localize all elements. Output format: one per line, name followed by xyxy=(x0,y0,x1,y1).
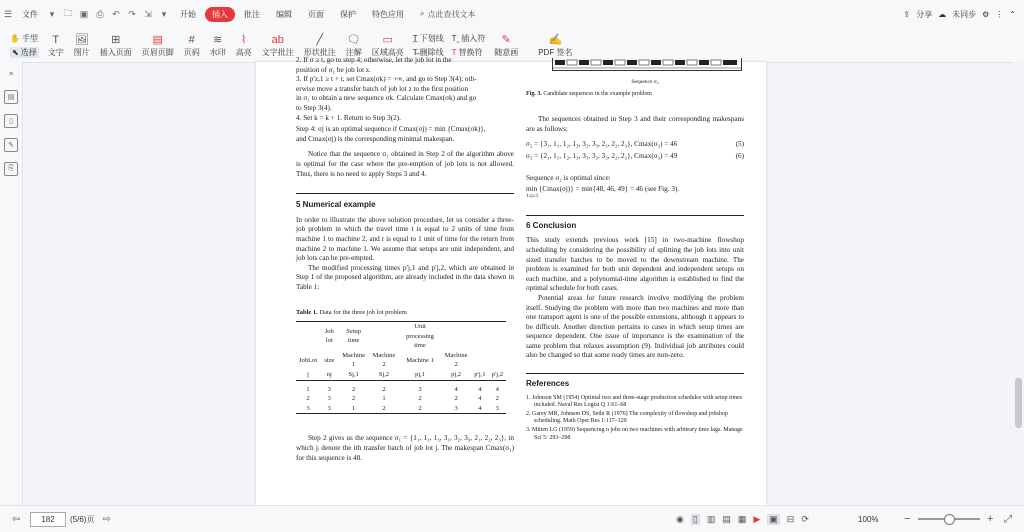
table-header-cell xyxy=(471,351,488,370)
underline-tool[interactable] xyxy=(413,33,444,44)
bookmark-icon[interactable]: ▯ xyxy=(4,114,18,128)
left-column xyxy=(296,56,514,463)
tab-start[interactable]: 开始 xyxy=(180,9,196,19)
select-tool[interactable] xyxy=(10,47,39,58)
shape-comment-button[interactable] xyxy=(299,33,341,58)
equation-number: (5) xyxy=(735,140,744,149)
header-footer-button[interactable] xyxy=(137,33,179,58)
note-icon: 🗨 xyxy=(346,34,361,46)
search-label: 点此查找文本 xyxy=(427,9,476,19)
text-comment-button[interactable] xyxy=(257,33,299,58)
pdf-sign-button[interactable] xyxy=(533,33,577,58)
table-header-cell: p′j,2 xyxy=(489,370,506,380)
shape-comment-label: 形状批注 xyxy=(303,47,336,57)
hand-icon: ✋ xyxy=(10,33,20,43)
insert-page-button[interactable] xyxy=(95,33,137,58)
step-line: 2. If σ ≥ t, go to step 4; otherwise, let the job lot in the xyxy=(296,56,452,64)
pen-icon: ✎ xyxy=(501,34,511,46)
underline-label: 下划线 xyxy=(419,33,444,43)
reference-item: 3. Mitten LG (1959) Sequencing n jobs on two machines with arbitrary time lags. Manage Sci 5: 293–298 xyxy=(526,427,743,441)
continuous-icon[interactable]: ▤ xyxy=(722,513,731,524)
table-header-cell: Unit processing time xyxy=(406,323,434,350)
save-icon[interactable]: ▣ xyxy=(79,8,89,19)
share-icon[interactable]: ⇪ xyxy=(903,9,911,19)
highlight-button[interactable] xyxy=(231,33,257,58)
table-cell: 3 xyxy=(418,385,422,393)
image-icon: 🖼 xyxy=(74,34,89,46)
paragraph: The modified processing times p′j,1 and p′j,2, which are obtained in Step 1 of the proposed algorithm, are already included in the data shown in Table 1: xyxy=(296,263,514,291)
figure-3 xyxy=(526,62,744,78)
toggle-panel-icon[interactable]: ≡ xyxy=(8,70,14,78)
insert-page-icon: ⊞ xyxy=(111,34,121,46)
paragraph: Potential areas for future research involve modifying the problem itself. Studying the problem with more than two machines and more than one transport agent is one of the possible extensions, although it appears to be difficult. Another direction pertains to cases in which setup times are sequence dependent. One issue of importance is the examination of the same problem that relaxes assumption (9). Individual job attributes could also be changed so that some ready times are non-zero. xyxy=(526,293,744,360)
reference-item: 2. Garey MR, Johnson DS, Sethi R (1976) The complexity of flowshop and jobshop scheduling. Math Oper Res 1:117–129 xyxy=(526,410,728,425)
tab-page[interactable]: 页面 xyxy=(308,9,324,19)
text-icon: T xyxy=(52,33,60,46)
table-caption xyxy=(296,308,514,318)
highlight-icon: ⌇ xyxy=(241,34,247,46)
table-cell: 1 xyxy=(382,395,386,403)
annotation-icon[interactable]: ✎ xyxy=(4,138,18,152)
table-cell: 3 xyxy=(306,404,310,412)
section-title: 5 Numerical example xyxy=(296,200,376,210)
paragraph: Notice that the sequence σ₁ obtained in Step 2 of the algorithm above is optimal for the case where the pre-emption of job lots is not allowed. Thus, there is no need to apply Steps 3 and 4. xyxy=(296,150,514,178)
right-column xyxy=(526,62,744,442)
table-header-cell xyxy=(489,351,506,370)
data-table xyxy=(296,322,506,413)
pdf-sign-label: PDF 签名 xyxy=(538,47,573,57)
step-line: position of σ₁ be job lot z. xyxy=(296,65,371,74)
table-header-cell: pj,1 xyxy=(399,370,441,380)
table-cell: 1 xyxy=(306,385,310,393)
paragraph: In order to illustrate the above solution procedure, let us consider a three-job problem in which the travel time t is equal to 2 units of time from machine 1 to machine 2, and r is equal to 1 unit of time for the return from machine 2 to machine 1. We assume that setups are unit independent, and job lots can be pre-empted. xyxy=(296,215,514,263)
right-tools xyxy=(903,0,1016,28)
table-cell: 2 xyxy=(352,395,356,403)
algorithm-steps xyxy=(296,56,514,144)
pdf-page xyxy=(256,56,766,505)
fit-page-icon[interactable]: ▣ xyxy=(769,513,778,524)
table-cell: 2 xyxy=(352,385,356,393)
page-number-button[interactable] xyxy=(179,33,205,58)
thumbnails-icon[interactable]: ▤ xyxy=(4,90,18,104)
tab-edit[interactable]: 编辑 xyxy=(276,9,292,19)
table-header-cell: Setup time xyxy=(346,327,362,345)
table-header-cell: nj xyxy=(320,370,338,380)
table-header-cell: Sj,2 xyxy=(369,370,399,380)
step-line: and Cmax(σj) is the corresponding minimal makespan. xyxy=(296,134,455,143)
settings-icon[interactable]: ⚙ xyxy=(982,9,990,19)
table-caption-label: Table 1. xyxy=(296,309,318,317)
replace-symbol-icon: T xyxy=(451,47,457,57)
table-cell: 2 xyxy=(418,404,422,412)
page-number-label: 页码 xyxy=(183,47,200,57)
table-cell: 2 xyxy=(454,395,458,403)
table-cell: 3 xyxy=(327,395,331,403)
table-cell: 2 xyxy=(382,385,386,393)
equation-number: (6) xyxy=(735,151,744,160)
step-line: in σ₁ to obtain a new sequence σk. Calculate Cmax(σk) and go xyxy=(296,94,477,103)
more-icon[interactable]: ⋮ xyxy=(995,9,1004,19)
figure-axis-label: Sequence σ₂ xyxy=(631,79,659,85)
share-button[interactable]: 分享 xyxy=(916,9,933,19)
note-label: 注解 xyxy=(345,47,362,57)
cursor-tools xyxy=(0,33,43,58)
table-row xyxy=(296,380,506,394)
insert-page-label: 插入页面 xyxy=(99,47,132,57)
paragraph: The sequences obtained in Step 3 and their corresponding makespans are as follows: xyxy=(526,115,744,133)
step-line: 3. If p′z,1 ≥ t + r, set Cmax(σk) = +∞, and go to Step 3(4); oth- xyxy=(296,75,477,84)
table-header-cell: Machine 2 xyxy=(444,351,468,369)
table-header-cell xyxy=(296,322,320,351)
table-header-row xyxy=(296,351,506,370)
zoom-out-icon[interactable]: − xyxy=(904,513,911,525)
freehand-button[interactable] xyxy=(489,33,523,58)
text-comment-label: 文字批注 xyxy=(261,47,294,57)
figure-caption xyxy=(526,90,744,100)
paragraph: Sequence σ₂ is optimal since: xyxy=(526,173,611,182)
table-header-cell: j xyxy=(296,370,320,380)
double-page-icon[interactable]: ▥ xyxy=(706,513,716,524)
hand-tool[interactable] xyxy=(10,33,39,44)
table-header-cell: p′j,1 xyxy=(471,370,488,380)
strikeout-label: 删除线 xyxy=(419,47,444,57)
paragraph: Step 2 gives us the sequence σ₁ = {1₁, 1₂, 1₃, 3₁, 3₂, 3₃, 2₁, 2₂, 2₃}, in which jᵢ denote the ith transfer batch of job lot j. The makespan Cmax(σ₁) for this sequence is 48. xyxy=(296,434,514,462)
gantt-bars xyxy=(553,58,741,70)
chevron-down-icon[interactable]: ▾ xyxy=(49,8,55,19)
equation-6 xyxy=(526,152,744,162)
step-line: Step 4: σj is an optimal sequence if Cmax(σj) = min {Cmax(σk)}, xyxy=(296,125,486,134)
single-page-icon[interactable]: ▯ xyxy=(692,513,698,524)
min-equation: min {Cmax(σj)} = min{48, 46, 49} = 46 (see Fig. 3). xyxy=(526,185,680,194)
table-rule xyxy=(296,413,506,414)
watermark-label: 水印 xyxy=(209,47,226,57)
table-cell: 2 xyxy=(495,395,499,403)
reference-item: 1. Johnson SM (1954) Optimal two and three-stage production schedules with setup times included. Naval Res Logist Q 1:61–68 xyxy=(526,394,743,409)
eye-icon[interactable]: ◉ xyxy=(676,513,684,524)
fullscreen-icon[interactable]: ⤢ xyxy=(1004,513,1012,525)
table-header-row xyxy=(296,370,506,380)
image-button[interactable] xyxy=(69,33,95,58)
hand-label: 手型 xyxy=(21,33,38,43)
table-header-cell: JobLot xyxy=(299,356,318,364)
table-cell: 2 xyxy=(382,404,386,412)
insert-symbol-icon: T‸ xyxy=(451,33,460,43)
insert-symbol-label: 插入符 xyxy=(461,33,486,43)
section-rule xyxy=(526,215,744,216)
table-header-cell: size xyxy=(324,356,335,364)
equation-text: σ₃ = {2₁, 1₁, 1₂, 1₃, 3₁, 3₂, 3₃, 2₂, 2₃}, Cmax(σ₃) = 49 xyxy=(526,151,678,160)
min-subscript: 1≤j≤3 xyxy=(526,193,538,199)
text-button[interactable] xyxy=(43,33,69,58)
table-cell: 3 xyxy=(495,404,499,412)
scroll-thumb[interactable] xyxy=(1015,378,1022,428)
table-header-cell xyxy=(441,322,471,351)
equation-text: σ₂ = {3₁, 1₁, 1₂, 1₃, 3₂, 3₃, 2₁, 2₂, 2₃}, Cmax(σ₂) = 46 xyxy=(526,140,678,149)
insert-symbol-tool[interactable] xyxy=(452,33,486,44)
table-cell: 2 xyxy=(418,395,422,403)
cursor-icon: ⬉ xyxy=(12,47,19,57)
signature-icon: ✍ xyxy=(548,34,563,46)
watermark-button[interactable] xyxy=(205,33,231,58)
tab-protect[interactable]: 保护 xyxy=(340,9,356,19)
references-list xyxy=(526,395,744,443)
print-icon[interactable]: ⎙ xyxy=(96,8,104,19)
cloud-icon[interactable]: ☁ xyxy=(938,9,947,19)
table-header-cell xyxy=(369,322,399,351)
play-icon[interactable]: ▶ xyxy=(753,513,761,524)
table-cell: 3 xyxy=(454,404,458,412)
zoom-in-icon[interactable]: + xyxy=(987,513,994,525)
table-cell: 3 xyxy=(327,385,331,393)
page-count: (5/6)页 xyxy=(70,514,95,524)
markup-tools-2 xyxy=(448,33,490,58)
table-header-cell xyxy=(489,322,506,351)
status-bar xyxy=(0,505,1024,532)
table-cell: 4 xyxy=(478,385,482,393)
table-header-cell: Job lot xyxy=(324,327,334,345)
menu-bar xyxy=(0,0,1024,28)
table-cell: 1 xyxy=(352,404,356,412)
area-highlight-label: 区域高亮 xyxy=(371,47,404,57)
vertical-scrollbar[interactable] xyxy=(1013,62,1024,505)
note-button[interactable] xyxy=(341,33,367,58)
paragraph: This study extends previous work [15] in two-machine flowshop scheduling by considering the possibility of splitting the job lots into unit sized transfer batches to be moved to the downstream machine. The problem is examined for both unit dependent and independent setups on each machine, and a polynomial-time algorithm is established to find the optimal schedule for both cases. xyxy=(526,236,744,293)
page-prev-icon[interactable]: ⇦ xyxy=(12,513,21,525)
strikeout-icon: T̶ xyxy=(412,47,418,57)
table-cell: 4 xyxy=(478,395,482,403)
table-cell: 2 xyxy=(306,395,310,403)
text-label: 文字 xyxy=(47,47,64,57)
table-header-cell: pj,2 xyxy=(441,370,471,380)
table-header-row xyxy=(296,322,506,351)
figure-caption-text: Candidate sequences in the example problem xyxy=(541,90,652,97)
table-row xyxy=(296,404,506,414)
file-menu[interactable]: 文件 xyxy=(22,9,38,19)
left-sidebar xyxy=(0,62,23,511)
image-label: 图片 xyxy=(73,47,90,57)
open-folder-icon[interactable]: 🗀 xyxy=(63,8,73,18)
highlight-label: 高亮 xyxy=(235,47,252,57)
table-caption-text: Data for the three job lot problem xyxy=(317,309,407,317)
step-line: erwise move a transfer batch of job lot z to the first position xyxy=(296,84,469,93)
zoom-level[interactable]: 100% xyxy=(858,514,879,524)
gantt-chart xyxy=(552,58,742,71)
tab-insert[interactable]: 插入 xyxy=(205,7,235,22)
step-line: to Step 3(4). xyxy=(296,103,332,112)
header-footer-icon: ▤ xyxy=(152,34,163,46)
table-header-cell: Machine 1 xyxy=(342,351,365,369)
tab-features[interactable]: 特色应用 xyxy=(372,9,404,19)
fit-width-icon[interactable]: ⊟ xyxy=(786,513,795,524)
page-next-icon[interactable]: ⇨ xyxy=(102,513,111,525)
references-title: References xyxy=(526,379,570,389)
table-cell: 4 xyxy=(495,385,499,393)
table-cell: 3 xyxy=(327,404,331,412)
table-header-cell: Machine 2 xyxy=(372,351,396,369)
section-rule xyxy=(526,373,744,374)
table-row xyxy=(296,394,506,404)
area-highlight-icon: ▭ xyxy=(382,34,393,46)
table-header-cell xyxy=(471,322,488,351)
shape-comment-icon: ╱ xyxy=(316,34,324,46)
underline-icon: T̲ xyxy=(412,33,418,43)
zoom-slider-handle[interactable] xyxy=(944,514,955,525)
tab-annotate[interactable]: 批注 xyxy=(244,9,260,19)
step-line: 4. Set k = k + 1. Return to Step 3(2). xyxy=(296,113,401,122)
figure-caption-label: Fig. 3. xyxy=(526,90,542,97)
page-number-input[interactable] xyxy=(30,512,66,527)
equation-5 xyxy=(526,140,744,150)
attachment-icon[interactable]: ⎘ xyxy=(4,162,18,176)
markup-tools-1 xyxy=(409,33,448,58)
header-footer-label: 页眉页脚 xyxy=(141,47,174,57)
text-comment-icon: ab xyxy=(271,33,284,46)
table-cell: 4 xyxy=(454,385,458,393)
undo-icon[interactable]: ↶ xyxy=(112,8,120,19)
select-label: 选择 xyxy=(20,47,37,57)
replace-symbol-label: 替换符 xyxy=(458,47,483,57)
rotate-icon[interactable]: ⟳ xyxy=(801,513,809,524)
export-icon[interactable]: ⇲ xyxy=(144,8,152,19)
redo-icon[interactable]: ↷ xyxy=(128,8,136,19)
collapse-icon[interactable]: ⌃ xyxy=(1009,9,1016,19)
view-controls xyxy=(676,514,809,525)
area-highlight-button[interactable] xyxy=(367,33,409,58)
search-box[interactable] xyxy=(420,9,475,20)
menu-icon[interactable]: ☰ xyxy=(3,8,13,19)
section-rule xyxy=(296,193,514,194)
table-header-cell: Sj,1 xyxy=(338,370,368,380)
table-cell: 4 xyxy=(478,404,482,412)
book-icon[interactable]: ▦ xyxy=(737,513,747,524)
page-number-icon: # xyxy=(188,33,195,46)
search-icon: ⌕ xyxy=(420,9,425,18)
section-title: 6 Conclusion xyxy=(526,220,577,230)
sync-status[interactable]: 未同步 xyxy=(952,9,977,19)
page-number-value: 182 xyxy=(41,514,55,524)
table-header-cell: Machine 1 xyxy=(406,356,434,364)
chevron-down-icon[interactable]: ▾ xyxy=(161,8,167,19)
watermark-icon: ≋ xyxy=(213,34,223,46)
freehand-label: 随意画 xyxy=(494,47,519,57)
